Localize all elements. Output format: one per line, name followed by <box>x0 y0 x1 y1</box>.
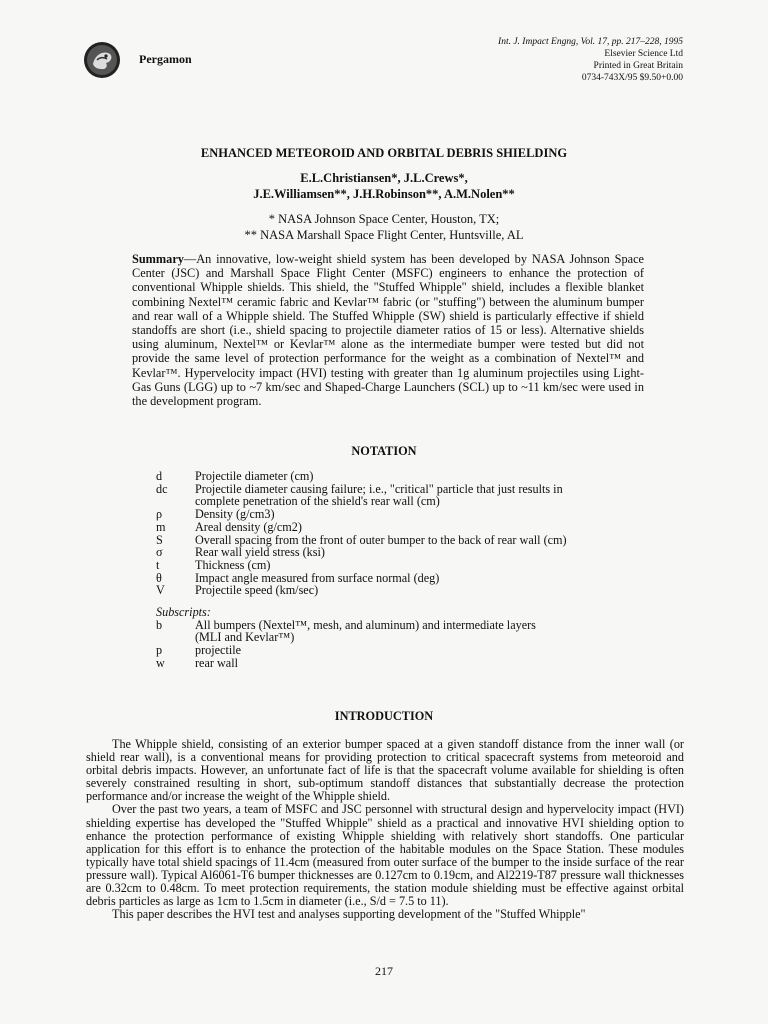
subscript-item <box>156 657 696 670</box>
affiliation-line: * NASA Johnson Space Center, Houston, TX; <box>268 212 500 226</box>
notation-symbol: V <box>156 583 165 598</box>
author-line: E.L.Christiansen*, J.L.Crews*, <box>300 171 468 185</box>
notation-definition: Areal density (g/cm2) <box>195 519 302 534</box>
notation-definition: Rear wall yield stress (ksi) <box>195 545 325 560</box>
notation-symbol: S <box>156 532 163 547</box>
notation-definition: Projectile diameter causing failure; i.e., "critical" particle that just results in complete penetration of the shield's rear wall (cm) <box>195 481 563 509</box>
journal-line: Elsevier Science Ltd <box>604 49 683 59</box>
notation-item <box>156 559 696 572</box>
subscript-item <box>156 644 696 657</box>
notation-item <box>156 584 696 597</box>
journal-line: Int. J. Impact Engng, Vol. 17, pp. 217–228, 1995 <box>498 37 683 47</box>
journal-line: 0734-743X/95 $9.50+0.00 <box>581 73 683 83</box>
body-paragraph: The Whipple shield, consisting of an exterior bumper spaced at a given standoff distance from the inner wall (or shield rear wall), is a conventional means for providing protection to critical spacecraft systems from meteoroid and orbital debris impacts. However, an unfortunate fact of life is that the spacecraft volume available for shielding is often severely constrained resulting in short, sub-optimum standoff distances that substantially decrease the protection performance and/or increase the weight of the Whipple shield. <box>86 737 684 804</box>
paper-title: ENHANCED METEOROID AND ORBITAL DEBRIS SHIELDING <box>200 146 568 160</box>
author-line: J.E.Williamsen**, J.H.Robinson**, A.M.Nolen** <box>253 187 515 201</box>
summary-text: —An innovative, low-weight shield system has been developed by NASA Johnson Space Center (JSC) and Marshall Space Flight Center (MSFC) engineers to enhance the protection of conventional Whipple shields. This shield, the "Stuffed Whipple" shield, includes a flexible blanket combining Nextel™ ceramic fabric and Kevlar™ fabric (or "stuffing") between the aluminum bumper and rear wall of a Whipple shield. The Stuffed Whipple (SW) shield is particularly effective if shield standoffs are short (i.e., shield spacing to projectile diameter ratios of 15 or less). Alternative shields using aluminum, Nextel™ or Kevlar™ alone as the intermediate bumper were tested but did not provide the same level of protection performance for the weight as a combination of Nextel™ and Kevlar™. Hypervelocity impact (HVI) testing with greater than 1g aluminum projectiles using Light-Gas Guns (LGG) up to ~7 km/sec and Shaped-Charge Launchers (SCL) up to ~11 km/sec were used in the development program. <box>132 252 644 409</box>
notation-symbol: σ <box>156 545 163 560</box>
notation-definition: Density (g/cm3) <box>195 507 275 522</box>
notation-symbol: d <box>156 469 163 483</box>
subscript-item <box>156 619 696 644</box>
notation-definition: Projectile speed (km/sec) <box>195 583 319 598</box>
affiliations <box>0 211 768 243</box>
notation-item <box>156 521 696 534</box>
summary-label: Summary <box>132 252 184 266</box>
subscripts-heading: Subscripts: <box>156 605 211 620</box>
pergamon-logo-icon <box>82 40 122 80</box>
summary-paragraph <box>132 252 644 408</box>
notation-list <box>156 470 696 670</box>
notation-definition: Projectile diameter (cm) <box>195 469 314 483</box>
notation-symbol: ρ <box>156 507 163 522</box>
subscript-symbol: w <box>156 655 165 670</box>
notation-symbol: θ <box>156 570 162 585</box>
page-number: 217 <box>375 964 393 978</box>
journal-line: Printed in Great Britain <box>593 61 683 71</box>
notation-symbol: t <box>156 557 160 572</box>
publisher-name: Pergamon <box>139 52 192 66</box>
notation-item <box>156 508 696 521</box>
introduction-body <box>86 738 684 921</box>
body-paragraph: Over the past two years, a team of MSFC and JSC personnel with structural design and hypervelocity impact (HVI) shielding expertise has developed the "Stuffed Whipple" shield as a practical and innovative HVI shielding option to enhance the protection performance of existing Whipple shielding with relatively short standoffs. One particular application for this effort is to enhance the protection of the habitable modules on the Space Station. These modules typically have total shield spacings of 11.4cm (measured from outer surface of the bumper to the inside surface of the rear pressure wall). Typical Al6061-T6 bumper thicknesses are 0.127cm to 0.19cm, and Al2219-T87 pressure wall thicknesses are 0.32cm to 0.48cm. To meet protection requirements, the station module shielding must be effective against orbital debris particles as large as 1cm to 1.5cm in diameter (i.e., S/d = 7.5 to 11). <box>86 802 684 909</box>
journal-citation <box>498 36 683 84</box>
body-paragraph: This paper describes the HVI test and analyses supporting development of the "Stuffed Whipple" <box>112 907 586 922</box>
introduction-heading: INTRODUCTION <box>334 709 434 723</box>
notation-definition: Impact angle measured from surface normal (deg) <box>195 570 440 585</box>
subscript-definition: All bumpers (Nextel™, mesh, and aluminum) and intermediate layers (MLI and Kevlar™) <box>195 617 536 645</box>
notation-item <box>156 483 696 508</box>
affiliation-line: ** NASA Marshall Space Flight Center, Huntsville, AL <box>244 228 524 242</box>
notation-definition: Thickness (cm) <box>195 557 271 572</box>
author-list <box>0 170 768 202</box>
subscript-symbol: b <box>156 617 163 632</box>
notation-symbol: dc <box>156 481 168 496</box>
notation-symbol: m <box>156 519 166 534</box>
subscript-symbol: p <box>156 643 163 658</box>
notation-item <box>156 470 696 483</box>
subscript-definition: rear wall <box>195 655 238 670</box>
subscript-definition: projectile <box>195 643 242 658</box>
notation-heading: NOTATION <box>351 444 417 458</box>
notation-definition: Overall spacing from the front of outer bumper to the back of rear wall (cm) <box>195 532 567 547</box>
